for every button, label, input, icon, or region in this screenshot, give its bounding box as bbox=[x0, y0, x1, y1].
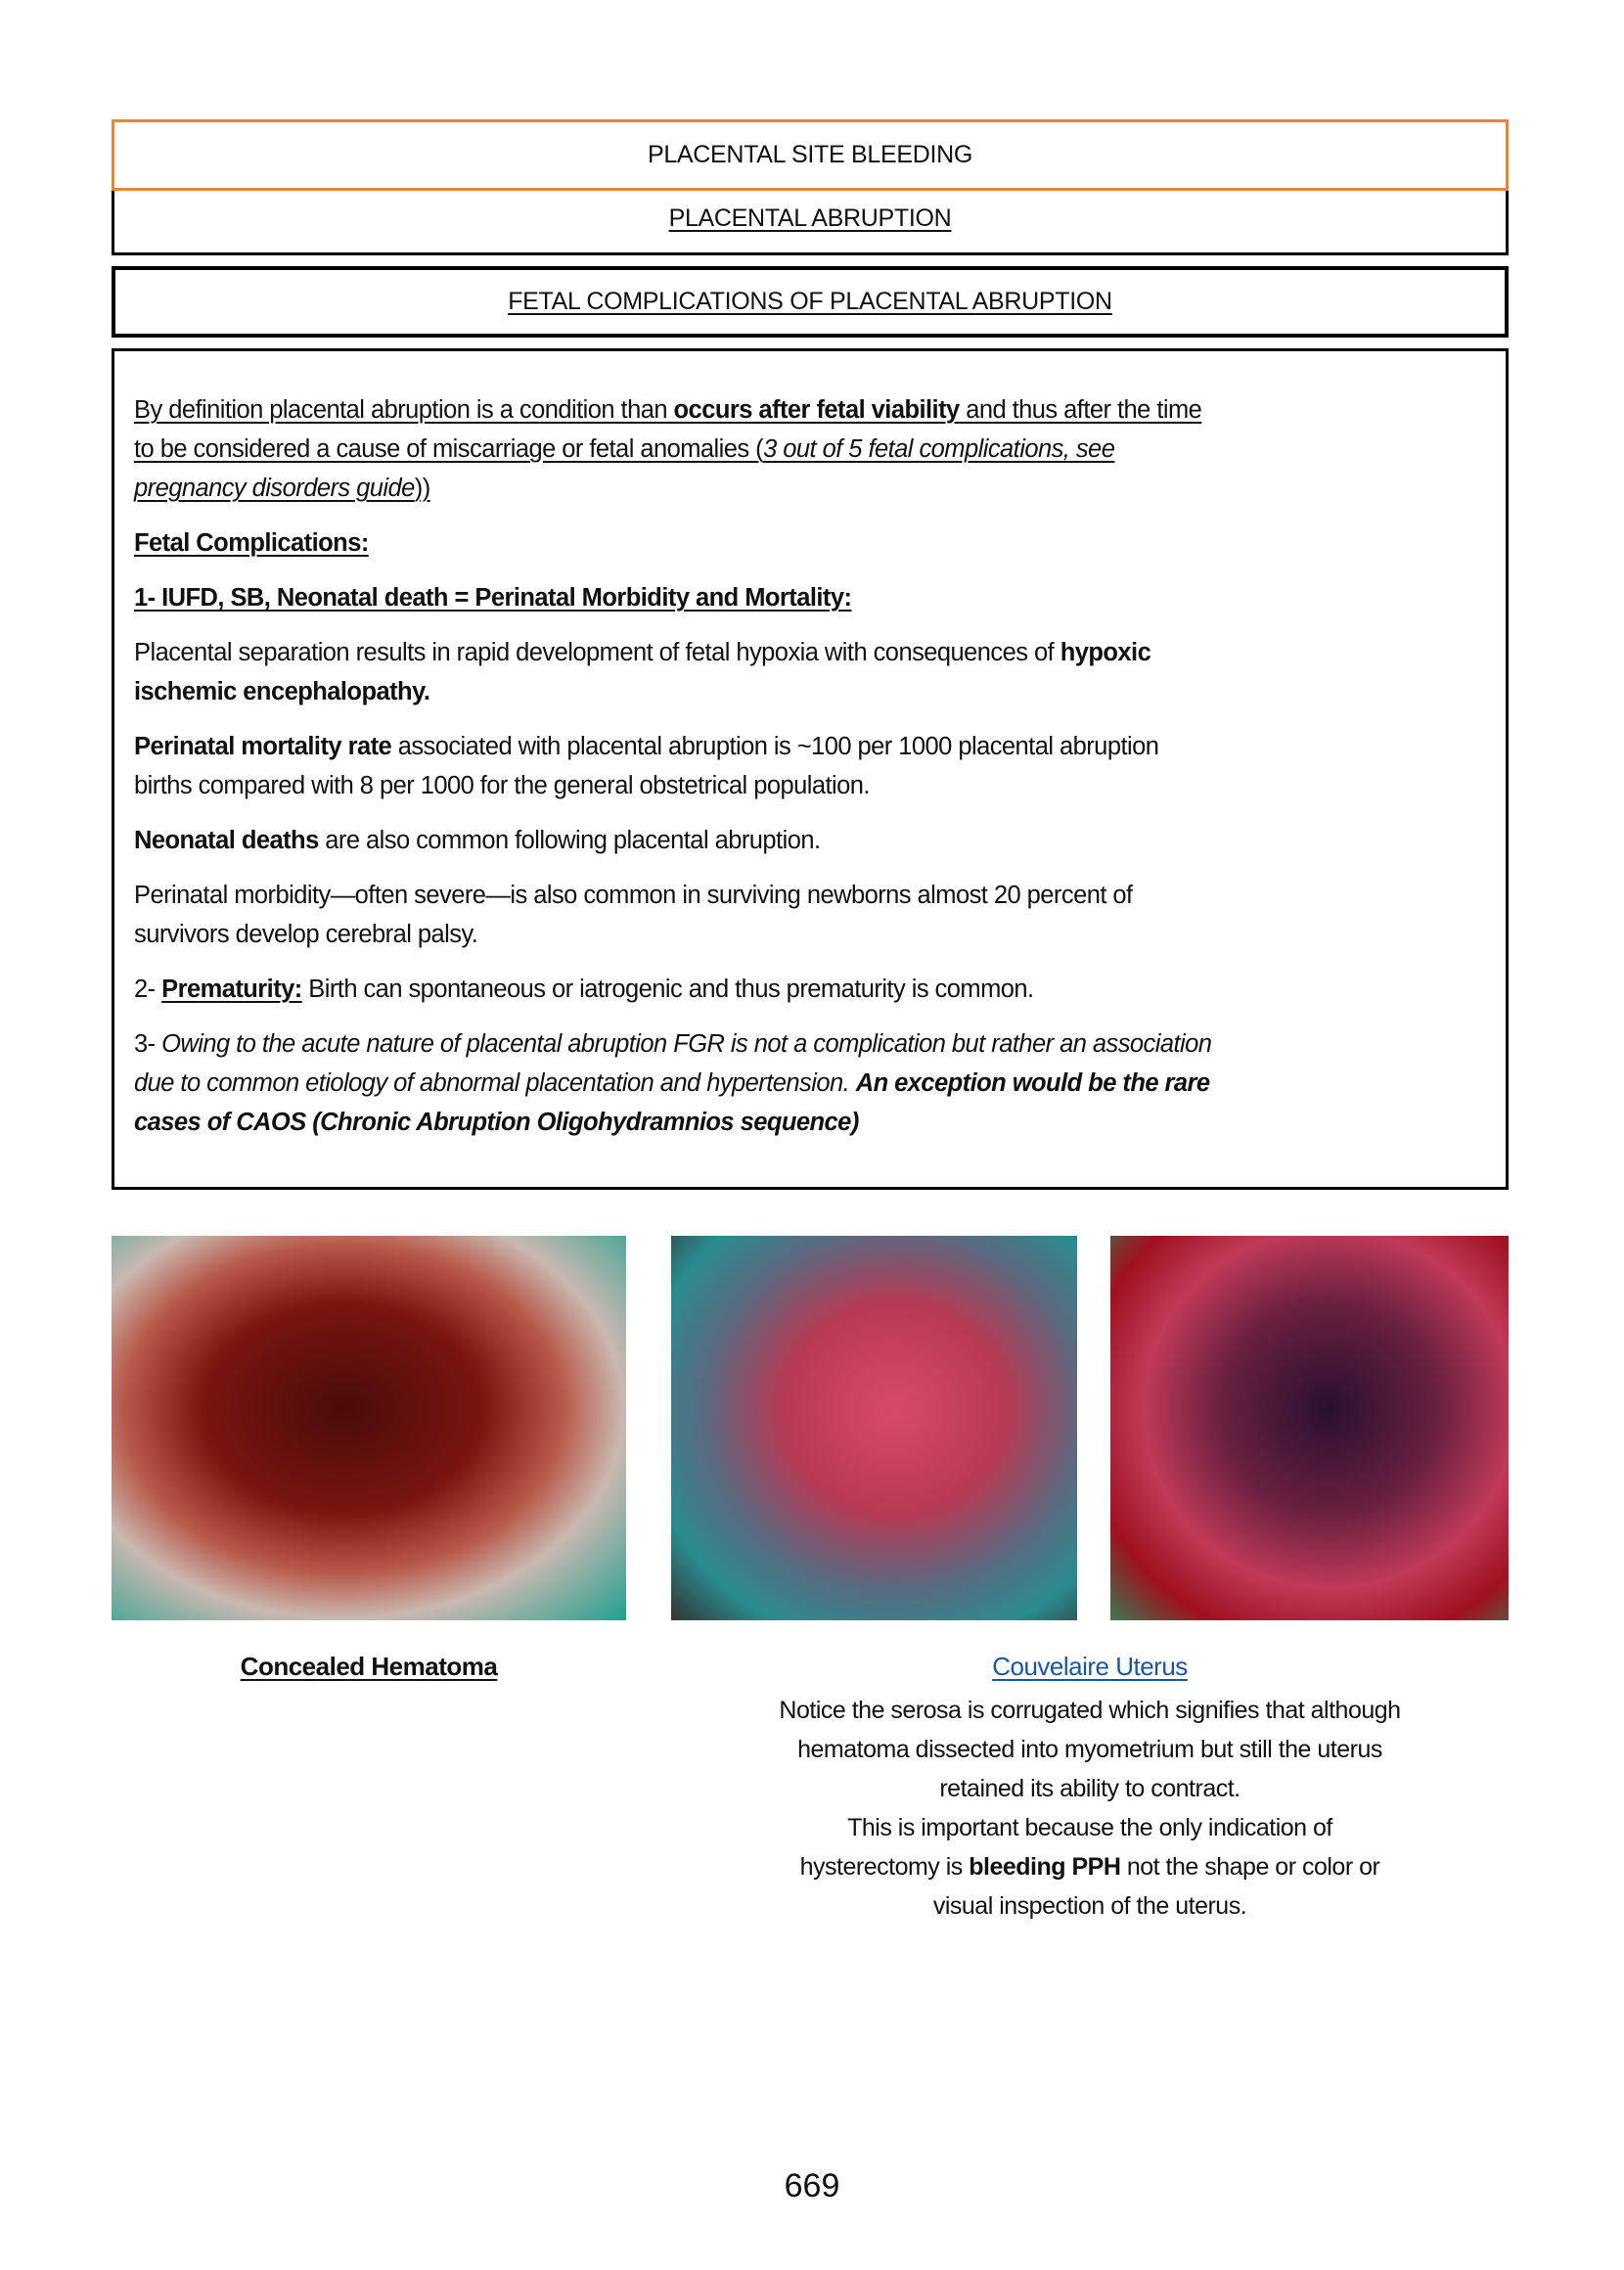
description-line: Notice the serosa is corrugated which signifies that although bbox=[779, 1697, 1401, 1724]
italic-text: Owing to the acute nature of placental abruption FGR is not a complication but rather an association bbox=[161, 1030, 1212, 1058]
intro-bold: occurs after fetal viability bbox=[673, 396, 960, 424]
item2-paragraph bbox=[134, 970, 1486, 1009]
text: survivors develop cerebral palsy. bbox=[134, 921, 478, 948]
description-line: visual inspection of the uterus. bbox=[932, 1892, 1247, 1920]
item1-heading: 1- IUFD, SB, Neonatal death = Perinatal Morbidity and Mortality: bbox=[134, 584, 852, 612]
bold-text: ischemic encephalopathy. bbox=[134, 678, 430, 705]
concealed-hematoma-caption: Concealed Hematoma bbox=[240, 1652, 498, 1681]
intro-paragraph bbox=[134, 390, 1486, 508]
subtopic-header bbox=[112, 266, 1509, 338]
item3-paragraph bbox=[134, 1024, 1486, 1142]
item1-paragraph-3 bbox=[134, 821, 1486, 860]
page-number: 669 bbox=[784, 2167, 840, 2204]
intro-text: )) bbox=[414, 475, 430, 502]
description-line: retained its ability to contract. bbox=[939, 1775, 1241, 1802]
intro-text: By definition placental abruption is a condition than bbox=[134, 396, 674, 424]
text: Placental separation results in rapid development of fetal hypoxia with consequences of bbox=[134, 639, 1060, 666]
intro-text: to be considered a cause of miscarriage or fetal anomalies ( bbox=[134, 435, 764, 463]
content-box bbox=[112, 348, 1509, 1190]
bold-text: bleeding PPH bbox=[969, 1853, 1121, 1881]
item1-paragraph-1 bbox=[134, 633, 1486, 711]
couvelaire-uterus-photo-1 bbox=[671, 1236, 1077, 1620]
italic-text: due to common etiology of abnormal placentation and hypertension. bbox=[134, 1069, 856, 1097]
section-header bbox=[112, 119, 1509, 191]
bold-text: Perinatal mortality rate bbox=[134, 733, 392, 760]
item2-label: Prematurity: bbox=[161, 976, 302, 1003]
section-title: PLACENTAL SITE BLEEDING bbox=[647, 141, 973, 168]
text: not the shape or color or bbox=[1120, 1853, 1380, 1881]
intro-text: and thus after the time bbox=[959, 396, 1202, 424]
item1-paragraph-2 bbox=[134, 727, 1486, 805]
bold-italic-text: An exception would be the rare bbox=[855, 1069, 1210, 1097]
couvelaire-uterus-link[interactable]: Couvelaire Uterus bbox=[992, 1652, 1188, 1681]
text: are also common following placental abruption. bbox=[318, 827, 821, 854]
subtopic-title: FETAL COMPLICATIONS OF PLACENTAL ABRUPTION bbox=[508, 288, 1112, 315]
intro-italic: 3 out of 5 fetal complications, see bbox=[763, 435, 1115, 463]
topic-header bbox=[112, 188, 1509, 255]
text: associated with placental abruption is ~100 per 1000 placental abruption bbox=[391, 733, 1159, 760]
item-number: 3- bbox=[134, 1030, 162, 1058]
text: hysterectomy is bbox=[799, 1853, 970, 1881]
topic-title: PLACENTAL ABRUPTION bbox=[668, 204, 952, 232]
concealed-hematoma-photo bbox=[112, 1236, 626, 1620]
description-line: hematoma dissected into myometrium but still the uterus bbox=[797, 1736, 1382, 1763]
item-number: 2- bbox=[134, 976, 162, 1003]
text: births compared with 8 per 1000 for the general obstetrical population. bbox=[134, 772, 870, 799]
item1-paragraph-4 bbox=[134, 876, 1486, 954]
bold-text: Neonatal deaths bbox=[134, 827, 319, 854]
fetal-complications-heading: Fetal Complications: bbox=[134, 529, 369, 557]
description-line: This is important because the only indication of bbox=[847, 1814, 1332, 1841]
couvelaire-uterus-photo-2 bbox=[1110, 1236, 1509, 1620]
text: Birth can spontaneous or iatrogenic and thus prematurity is common. bbox=[301, 976, 1034, 1003]
couvelaire-description bbox=[671, 1691, 1509, 1926]
bold-text: hypoxic bbox=[1060, 639, 1151, 666]
bold-italic-text: cases of CAOS (Chronic Abruption Oligohydramnios sequence) bbox=[134, 1109, 859, 1136]
intro-italic: pregnancy disorders guide bbox=[134, 475, 415, 502]
description-line bbox=[671, 1847, 1509, 1886]
text: Perinatal morbidity—often severe—is also common in surviving newborns almost 20 percent of bbox=[134, 882, 1133, 909]
